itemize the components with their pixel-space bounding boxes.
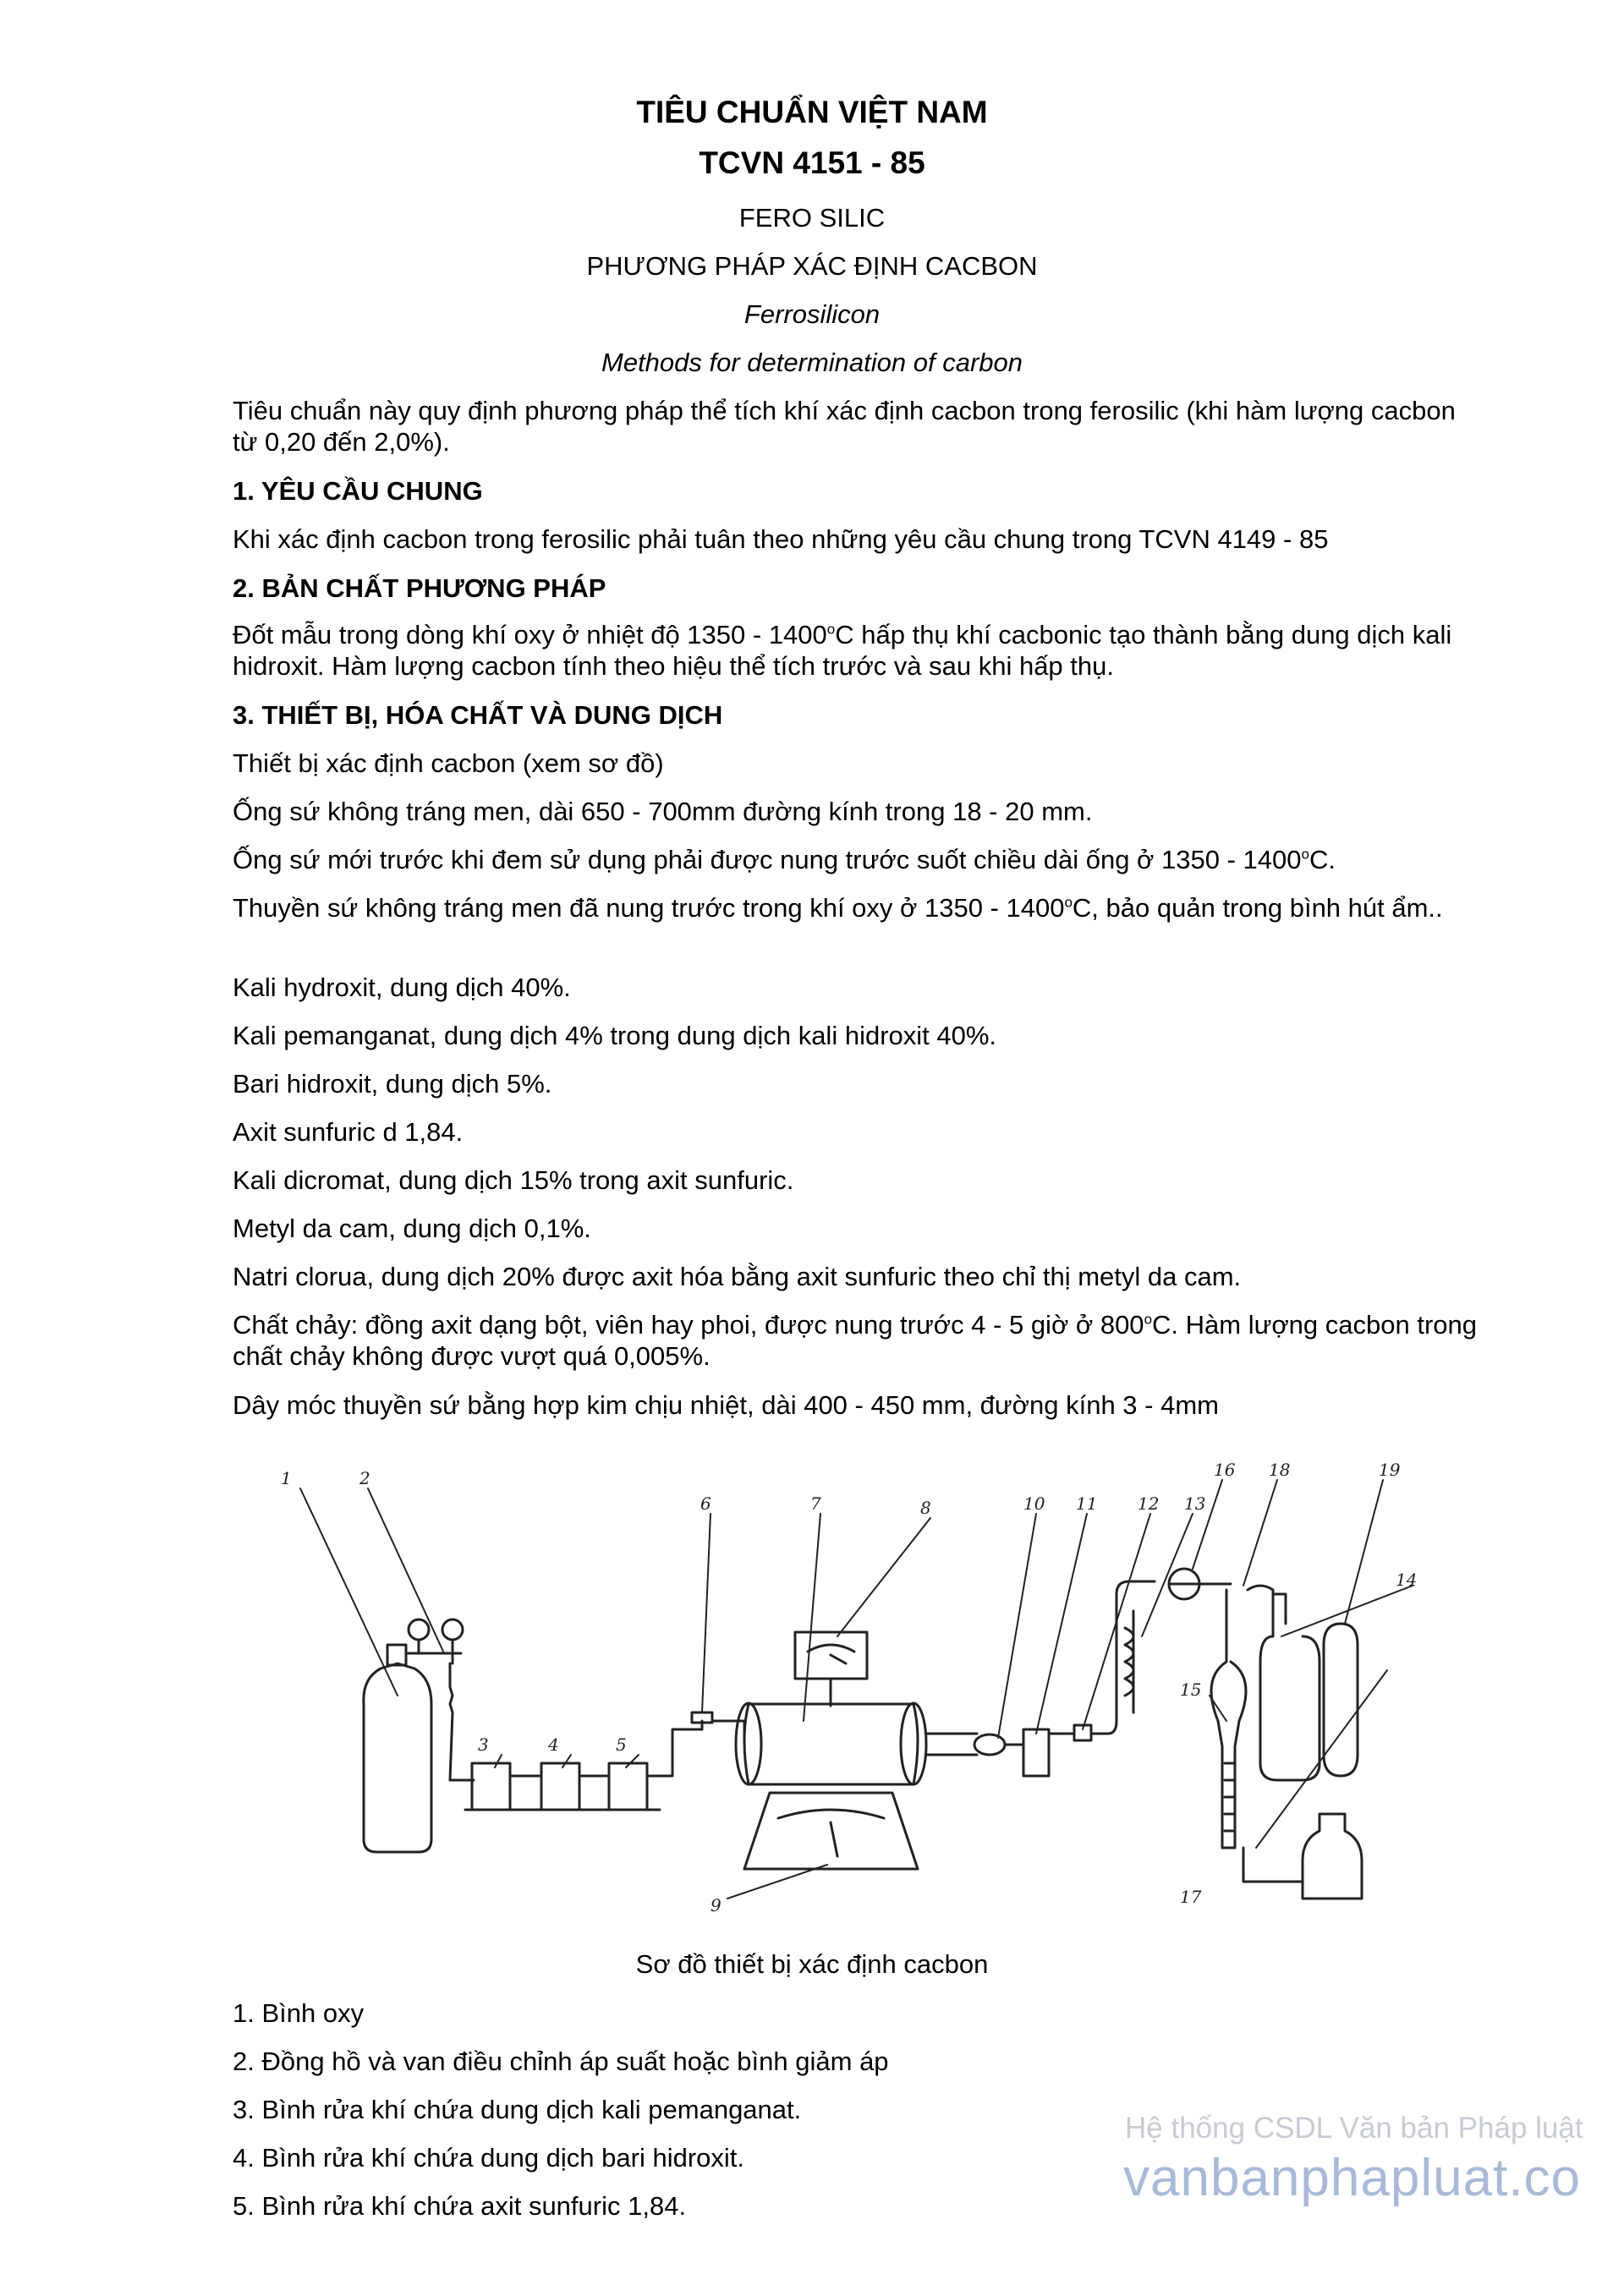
- furnace-body: [744, 1704, 918, 1784]
- section-3-heading: 3. THIẾT BỊ, HÓA CHẤT VÀ DUNG DỊCH: [233, 700, 723, 730]
- section-1-text: Khi xác định cacbon trong ferosilic phải tuân theo những yêu cầu chung trong TCVN 4149 - 85: [233, 524, 1329, 554]
- label-17: 17: [1180, 1887, 1202, 1907]
- doc-code: TCVN 4151 - 85: [699, 145, 925, 180]
- connector-10: [974, 1734, 1005, 1755]
- watermark-caption: Hệ thống CSDL Văn bản Pháp luật: [1125, 2112, 1583, 2145]
- label-16: 16: [1214, 1460, 1236, 1480]
- section-3-p2: Ống sứ không tráng men, dài 650 - 700mm đường kính trong 18 - 20 mm.: [233, 797, 1093, 826]
- section-3-p8: Axit sunfuric d 1,84.: [233, 1117, 464, 1147]
- wash-bottle-4: [541, 1763, 579, 1810]
- section-3-p12: Chất chảy: đồng axit dạng bột, viên hay phoi, được nung trước 4 - 5 giờ ở 800$^o$C. Hàm lượng cacbon trong chất chảy không được vượt quá 0,005%.: [233, 1310, 1478, 1371]
- section-2-heading: 2. BẢN CHẤT PHƯƠNG PHÁP: [233, 573, 606, 603]
- legend-item-2: 2. Đồng hồ và van điều chỉnh áp suất hoặc bình giảm áp: [233, 2047, 889, 2076]
- legend-item-3: 3. Bình rửa khí chứa dung dịch kali pemanganat.: [233, 2095, 802, 2124]
- doc-title: TIÊU CHUẨN VIỆT NAM: [636, 95, 988, 129]
- watermark-site[interactable]: vanbanphapluat.co: [1123, 2149, 1582, 2207]
- oxygen-cylinder: [364, 1663, 431, 1852]
- label-18: 18: [1269, 1460, 1291, 1480]
- label-12: 12: [1138, 1493, 1160, 1514]
- furnace-end-right: [901, 1703, 926, 1784]
- cylinder-valve: [387, 1645, 406, 1665]
- label-10: 10: [1023, 1493, 1045, 1514]
- label-3: 3: [478, 1734, 489, 1755]
- section-3-p9: Kali dicromat, dung dịch 15% trong axit sunfuric.: [233, 1165, 794, 1195]
- furnace-end-left: [736, 1703, 761, 1784]
- label-6: 6: [700, 1493, 711, 1514]
- condenser-coil: [1125, 1611, 1133, 1712]
- section-1-heading: 1. YÊU CẦU CHUNG: [233, 476, 483, 506]
- wash-bottle-5: [609, 1763, 647, 1810]
- section-3-p3: Ống sứ mới trước khi đem sử dụng phải được nung trước suốt chiều dài ống ở 1350 - 1400$^o$C.: [233, 845, 1336, 874]
- label-13: 13: [1184, 1493, 1206, 1514]
- doc-method-en: Methods for determination of carbon: [601, 348, 1023, 377]
- label-4: 4: [548, 1734, 559, 1755]
- label-8: 8: [920, 1498, 931, 1518]
- burette: [1211, 1590, 1246, 1848]
- legend-item-1: 1. Bình oxy: [233, 1998, 365, 2028]
- absorber-vessel: [1248, 1586, 1320, 1780]
- label-5: 5: [616, 1734, 627, 1755]
- doc-name-vi: FERO SILIC: [738, 203, 886, 233]
- gauge-right: [442, 1619, 463, 1640]
- section-3-p11: Natri clorua, dung dịch 20% được axit hóa bằng axit sunfuric theo chỉ thị metyl da cam.: [233, 1262, 1242, 1291]
- label-15: 15: [1180, 1680, 1202, 1700]
- label-19: 19: [1379, 1460, 1401, 1480]
- label-11: 11: [1076, 1493, 1098, 1514]
- label-9: 9: [710, 1895, 721, 1915]
- section-3-p4: Thuyền sứ không tráng men đã nung trước trong khí oxy ở 1350 - 1400$^o$C, bảo quản trong bình hút ẩm..: [233, 893, 1443, 923]
- diagram-caption: Sơ đồ thiết bị xác định cacbon: [635, 1949, 989, 1979]
- label-7: 7: [810, 1493, 821, 1514]
- doc-name-en: Ferrosilicon: [743, 299, 881, 329]
- leveling-bottle: [1303, 1814, 1362, 1899]
- section-3-p7: Bari hidroxit, dung dịch 5%.: [233, 1069, 552, 1099]
- legend-item-4: 4. Bình rửa khí chứa dung dịch bari hidroxit.: [233, 2143, 744, 2173]
- section-3-p1: Thiết bị xác định cacbon (xem sơ đồ): [233, 748, 664, 778]
- doc-method-vi: PHƯƠNG PHÁP XÁC ĐỊNH CACBON: [586, 251, 1038, 281]
- intro-paragraph: Tiêu chuẩn này quy định phương pháp thể tích khí xác định cacbon trong ferosilic (khi hàm lượng cacbon từ 0,20 đến 2,0%).: [233, 396, 1456, 457]
- leveling-vessel: [1324, 1624, 1358, 1776]
- section-3-p13: Dây móc thuyền sứ bằng hợp kim chịu nhiệt, dài 400 - 450 mm, đường kính 3 - 4mm: [233, 1390, 1219, 1420]
- section-3-p10: Metyl da cam, dung dịch 0,1%.: [233, 1214, 591, 1243]
- apparatus-diagram: [262, 1442, 1446, 1915]
- wash-bottle-3: [472, 1763, 510, 1810]
- label-1: 1: [281, 1468, 292, 1488]
- filter-11: [1023, 1729, 1049, 1776]
- label-14: 14: [1396, 1570, 1418, 1590]
- section-3-p6: Kali pemanganat, dung dịch 4% trong dung dịch kali hidroxit 40%.: [233, 1021, 997, 1050]
- gauge-left: [409, 1619, 429, 1640]
- label-2: 2: [359, 1468, 370, 1488]
- legend-item-5: 5. Bình rửa khí chứa axit sunfuric 1,84.: [233, 2191, 687, 2221]
- section-3-p5: Kali hydroxit, dung dịch 40%.: [233, 973, 571, 1002]
- section-2-text: Đốt mẫu trong dòng khí oxy ở nhiệt độ 1350 - 1400$^o$C hấp thụ khí cacbonic tạo thành bằng dung dịch kali hidroxit. Hàm lượng cacbon tính theo hiệu thể tích trước và sau khi hấp thụ.: [233, 620, 1452, 681]
